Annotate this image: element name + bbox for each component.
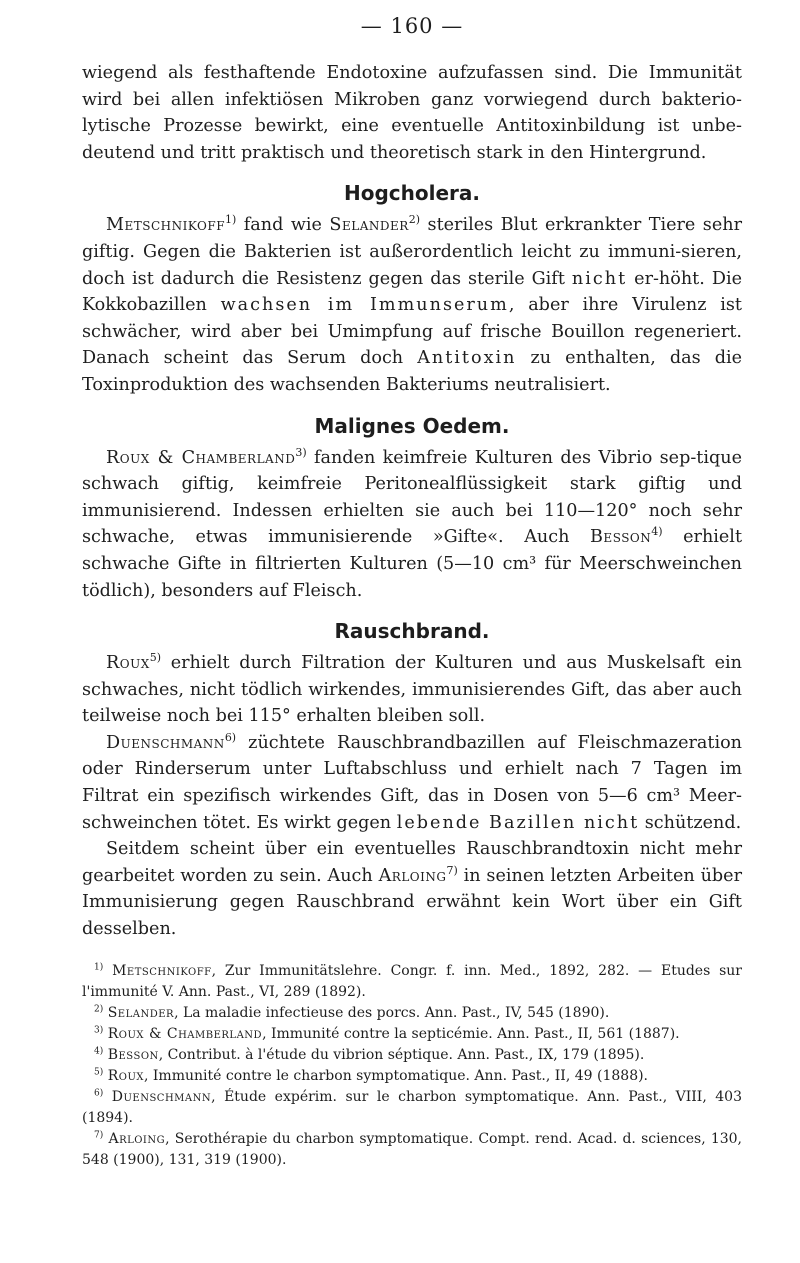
author-roux-chamberland: Roux & Chamberland bbox=[106, 447, 296, 468]
footnote-ref-7: 7) bbox=[446, 863, 458, 877]
paragraph-hogcholera: Metschnikoff$^{1)}$ fand wie Selander$^{2)}$ steriles Blut erkrankter Tiere sehr giftig. Gegen die Bakterien ist außerordentlich leicht zu immuni-sieren, doch ist dadurch die Resistenz gegen das sterile Gift nicht er-höht. Die Kokkobazillen wachsen im Immunserum, aber ihre Virulenz ist schwächer, wird aber bei Umimpfung auf frische Bouillon regeneriert. Danach scheint das Serum doch Antitoxin zu enthalten, das die Toxinproduktion des wachsenden Bakteriums neutralisiert. bbox=[82, 213, 743, 395]
page-number: — 160 — bbox=[360, 14, 464, 38]
heading-rauschbrand: Rauschbrand. bbox=[334, 619, 490, 644]
footnote-7: $^{7)}$ Arloing, Serothérapie du charbon symptomatique. Compt. rend. Acad. d. sciences, 130, 548 (1900), 131, 319 (1900). bbox=[82, 1129, 743, 1168]
footnote-1: $^{1)}$ Metschnikoff, Zur Immunitätslehre. Congr. f. inn. Med., 1892, 282. — Etudes sur l'immunité V. Ann. Past., VI, 289 (1892). bbox=[82, 961, 742, 1000]
paragraph-malignes-oedem: Roux & Chamberland$^{3)}$ fanden keimfreie Kulturen des Vibrio sep-tique schwach giftig, keimfreie Peritonealflüssigkeit stark giftig und immunisierend. Indessen erhielten sie auch bei 110—120° noch sehr schwache, etwas immunisierende »Gifte«. Auch Besson$^{4)}$ erhielt schwache Gifte in filtrierten Kulturen (5—10 cm³ für Meerschweinchen tödlich), besonders auf Fleisch. bbox=[82, 445, 743, 601]
author-duenschmann: Duenschmann bbox=[106, 732, 225, 753]
footnote-6: $^{6)}$ Duenschmann, Étude expérim. sur le charbon symptomatique. Ann. Past., VIII, 403 (1894). bbox=[82, 1087, 742, 1126]
footnotes bbox=[82, 961, 742, 1171]
author-besson: Besson bbox=[590, 527, 652, 548]
author-selander: Selander bbox=[329, 215, 409, 236]
author-arloing: Arloing bbox=[378, 865, 447, 886]
heading-hogcholera: Hogcholera. bbox=[343, 181, 480, 206]
heading-malignes-oedem: Malignes Oedem. bbox=[314, 413, 510, 438]
emphasis-wachsen: wachsen im Immunserum bbox=[220, 295, 509, 316]
footnote-ref-3: 3) bbox=[295, 445, 307, 459]
footnote-2: $^{2)}$ Selander, La maladie infectieuse des porcs. Ann. Past., IV, 545 (1890). bbox=[94, 1003, 610, 1021]
footnote-ref-4: 4) bbox=[651, 525, 663, 539]
emphasis-antitoxin: Antitoxin bbox=[417, 348, 517, 369]
emphasis-nicht: nicht bbox=[571, 268, 628, 289]
author-roux: Roux bbox=[106, 653, 150, 674]
footnote-ref-1: 1) bbox=[225, 213, 237, 227]
footnote-ref-5: 5) bbox=[149, 651, 162, 665]
footnote-3: $^{3)}$ Roux & Chamberland, Immunité contre la septicémie. Ann. Past., II, 561 (1887). bbox=[94, 1024, 680, 1042]
emphasis-lebende-bazillen: lebende Bazillen nicht bbox=[396, 812, 640, 833]
footnote-5: $^{5)}$ Roux, Immunité contre le charbon symptomatique. Ann. Past., II, 49 (1888). bbox=[94, 1066, 649, 1084]
footnote-4: $^{4)}$ Besson, Contribut. à l'étude du vibrion séptique. Ann. Past., IX, 179 (1895). bbox=[94, 1045, 645, 1063]
author-metschnikoff: Metschnikoff bbox=[106, 215, 226, 236]
paragraph-rauschbrand-3: Seitdem scheint über ein eventuelles Rauschbrandtoxin nicht mehr gearbeitet worden zu sein. Auch Arloing$^{7)}$ in seinen letzten Arbeiten über Immunisierung gegen Rauschbrand erwähnt kein Wort über ein Gift desselben. bbox=[82, 839, 742, 940]
footnote-ref-2: 2) bbox=[408, 213, 421, 227]
intro-paragraph: wiegend als festhaftende Endotoxine aufzufassen sind. Die Immunität wird bei allen infektiösen Mikroben ganz vorwiegend durch bakterio-lytische Prozesse bewirkt, eine eventuelle Antitoxinbildung ist unbe-deutend und tritt praktisch und theoretisch stark in den Hintergrund. bbox=[82, 63, 742, 163]
footnote-ref-6: 6) bbox=[224, 731, 237, 745]
paragraph-rauschbrand-1: Roux$^{5)}$ erhielt durch Filtration der Kulturen und aus Muskelsaft ein schwaches, nicht tödlich wirkendes, immunisierendes Gift, das aber auch teilweise noch bei 115° erhalten bleiben soll. bbox=[82, 651, 742, 727]
paragraph-rauschbrand-2: Duenschmann$^{6)}$ züchtete Rauschbrandbazillen auf Fleischmazeration oder Rinderserum unter Luftabschluss und erhielt nach 7 Tagen im Filtrat ein spezifisch wirkendes Gift, das in Dosen von 5—6 cm³ Meer-schweinchen tötet. Es wirkt gegen lebende Bazillen nicht schützend. bbox=[82, 731, 742, 833]
